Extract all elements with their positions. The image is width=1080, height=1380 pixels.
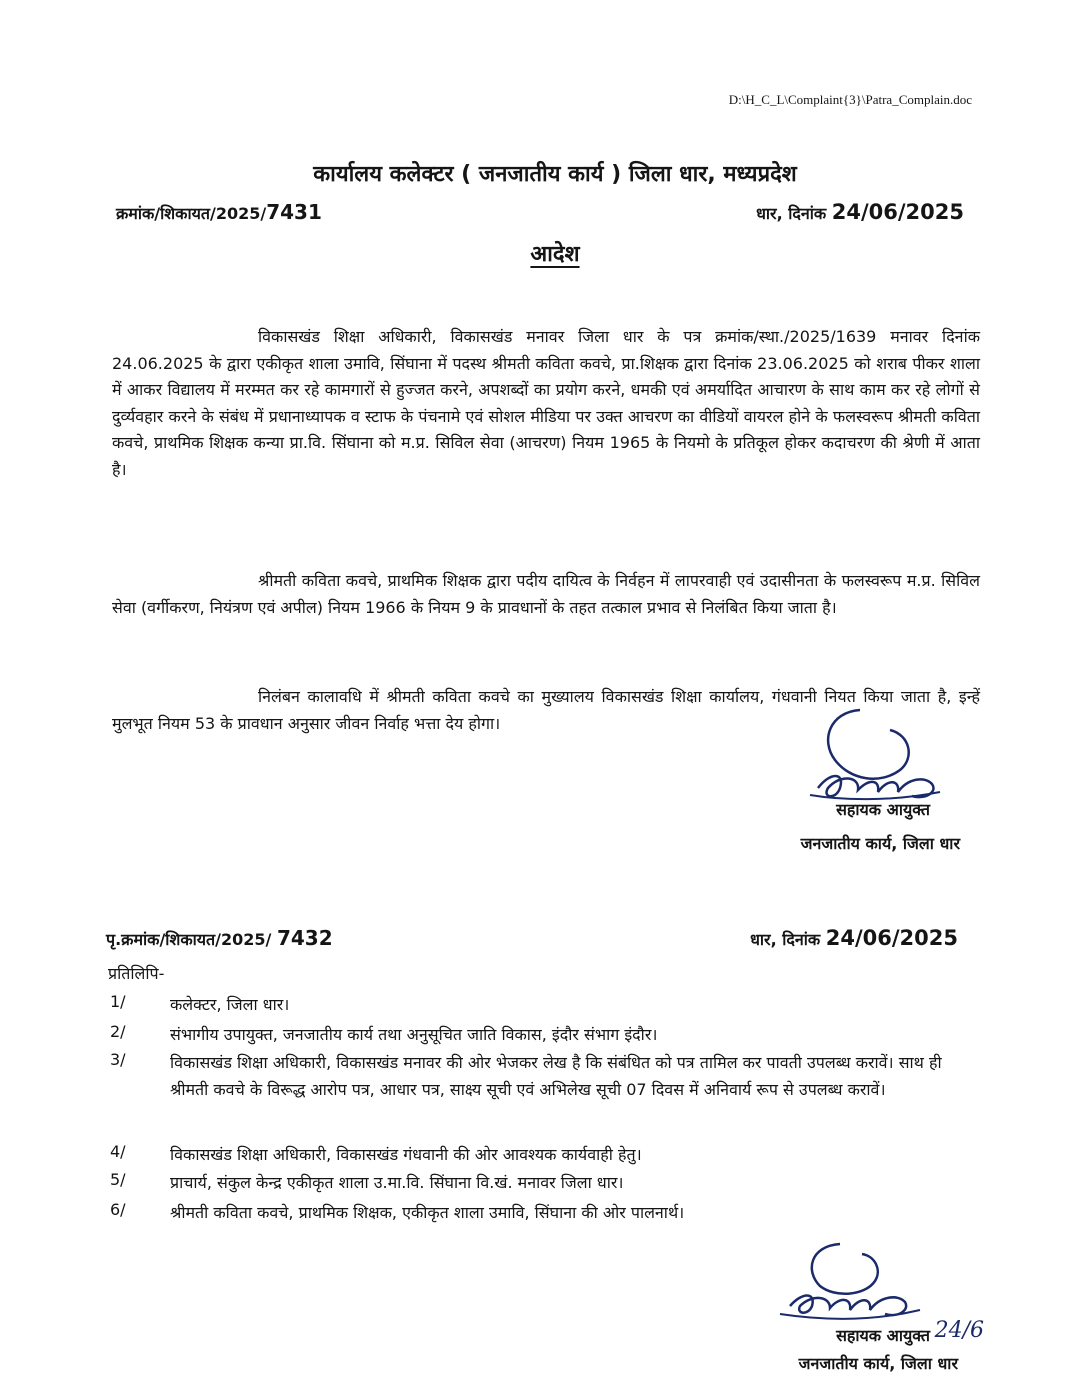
office-title: कार्यालय कलेक्टर ( जनजातीय कार्य ) जिला धार, मध्यप्रदेश	[313, 162, 797, 187]
endorsement-date-value: 24/06/2025	[825, 926, 958, 950]
signature-image	[770, 1236, 930, 1326]
order-ref-number: 7431	[266, 200, 322, 224]
copy-item-number: 6/	[110, 1200, 126, 1219]
endorsement-reference	[106, 926, 333, 950]
order-date	[756, 200, 964, 224]
order-date-value: 24/06/2025	[831, 200, 964, 224]
order-reference	[116, 200, 322, 224]
endorsement-date-prefix: धार, दिनांक	[750, 930, 826, 949]
signatory-department-2: जनजातीय कार्य, जिला धार	[798, 1354, 958, 1373]
file-path: D:\H_C_L\Complaint{3}\Patra_Complain.doc	[728, 92, 972, 107]
copy-item-number: 2/	[110, 1022, 126, 1041]
copy-item-text: विकासखंड शिक्षा अधिकारी, विकासखंड मनावर की ओर भेजकर लेख है कि संबंधित को पत्र तामिल कर पावती उपलब्ध करावें। साथ ही श्रीमती कवचे के विरूद्ध आरोप पत्र, आधार पत्र, साक्ष्य सूची एवं अभिलेख सूची 07 दिवस में अनिवार्य रूप से उपलब्ध करावें।	[170, 1053, 942, 1099]
copy-item-text: श्रीमती कविता कवचे, प्राथमिक शिक्षक, एकीकृत शाला उमावि, सिंघाना की ओर पालनार्थ।	[170, 1203, 685, 1222]
copy-item-text: विकासखंड शिक्षा अधिकारी, विकासखंड गंधवानी की ओर आवश्यक कार्यवाही हेतु।	[170, 1145, 642, 1164]
endorsement-date	[750, 926, 958, 950]
endorsement-ref-number: 7432	[276, 926, 333, 950]
copy-item-text: प्राचार्य, संकुल केन्द्र एकीकृत शाला उ.मा.वि. सिंघाना वि.खं. मनावर जिला धार।	[170, 1173, 624, 1192]
signatory-department: जनजातीय कार्य, जिला धार	[800, 834, 960, 853]
copy-item-number: 3/	[110, 1050, 126, 1069]
order-paragraph-1: विकासखंड शिक्षा अधिकारी, विकासखंड मनावर जिला धार के पत्र क्रमांक/स्था./2025/1639 मनावर दिनांक 24.06.2025 के द्वारा एकीकृत शाला उमावि, सिंघाना में पदस्थ श्रीमती कविता कवचे, प्रा.शिक्षक द्वारा दिनांक 23.06.2025 को शराब पीकर शाला में आकर विद्यालय में मरम्मत कर रहे कामगारों से हुज्जत करने, अपशब्दों का प्रयोग करने, धमकी एवं अमर्यादित आचारण के साथ काम कर रहे लोगों से दुर्व्यवहार करने के संबंध में प्रधानाध्यापक व स्टाफ के पंचनामे एवं सोशल मीडिया पर उक्त आचरण का वीडियों वायरल होने के फलस्वरूप श्रीमती कविता कवचे, प्राथमिक शिक्षक कन्या प्रा.वि. सिंघाना को म.प्र. सिविल सेवा (आचरण) नियम 1965 के नियमो के प्रतिकूल होकर कदाचरण की श्रेणी में आता है।	[112, 327, 980, 479]
copy-item-number: 4/	[110, 1142, 126, 1161]
order-date-prefix: धार, दिनांक	[756, 204, 832, 223]
handwritten-date: 24/6	[934, 1318, 984, 1343]
signatory-designation: सहायक आयुक्त	[836, 800, 930, 819]
copy-item-text: संभागीय उपायुक्त, जनजातीय कार्य तथा अनुसूचित जाति विकास, इंदौर संभाग इंदौर।	[170, 1025, 658, 1044]
order-ref-prefix: क्रमांक/शिकायत/2025/	[116, 204, 267, 223]
signature-image	[800, 700, 950, 810]
copy-item-text: कलेक्टर, जिला धार।	[170, 995, 290, 1014]
copy-item-number: 1/	[110, 992, 126, 1011]
signatory-designation-2: सहायक आयुक्त	[836, 1326, 930, 1345]
order-paragraph-3: निलंबन कालावधि में श्रीमती कविता कवचे का मुख्यालय विकासखंड शिक्षा कार्यालय, गंधवानी नियत किया जाता है, इन्हें मुलभूत नियम 53 के प्रावधान अनुसार जीवन निर्वाह भत्ता देय होगा।	[112, 687, 980, 733]
copy-item-number: 5/	[110, 1170, 126, 1189]
copy-to-label: प्रतिलिपि-	[108, 964, 165, 983]
endorsement-ref-prefix: पृ.क्रमांक/शिकायत/2025/	[106, 930, 277, 949]
order-paragraph-2: श्रीमती कविता कवचे, प्राथमिक शिक्षक द्वारा पदीय दायित्व के निर्वहन में लापरवाही एवं उदासीनता के फलस्वरूप म.प्र. सिविल सेवा (वर्गीकरण, नियंत्रण एवं अपील) नियम 1966 के नियम 9 के प्रावधानों के तहत तत्काल प्रभाव से निलंबित किया जाता है।	[112, 571, 980, 617]
order-heading: आदेश	[530, 242, 580, 267]
